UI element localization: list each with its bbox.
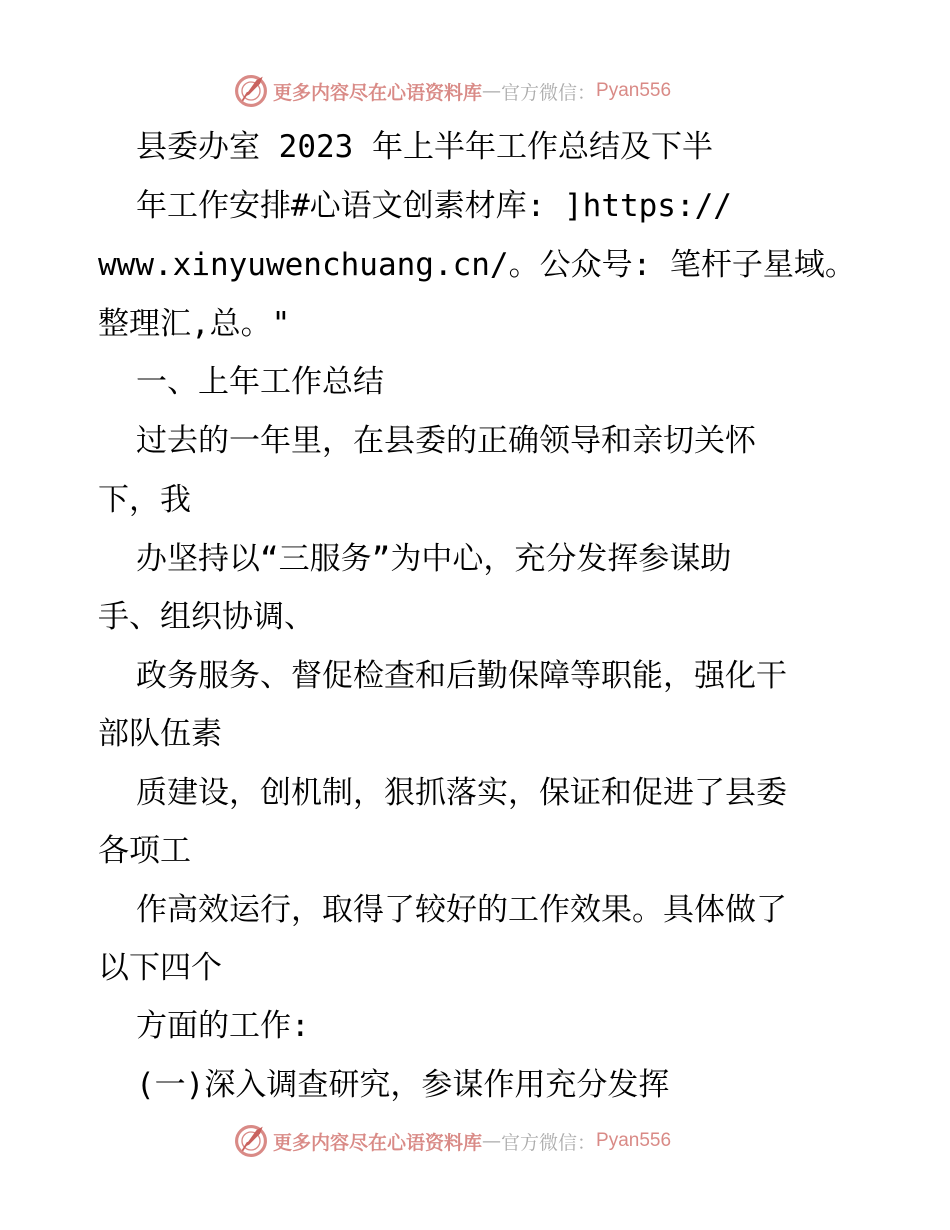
watermark-sub-text: 官方微信： [501,1131,597,1154]
text-line: 质建设，创机制，狠抓落实，保证和促进了县委 [136,775,787,811]
section-heading: 一、上年工作总结 [136,364,384,400]
watermark-separator: — [482,80,502,102]
text-line: 过去的一年里，在县委的正确领导和亲切关怀 [136,423,756,459]
watermark-main-text: 更多内容尽在心语资料库 [273,1131,483,1154]
text-line: 各项工 [98,833,191,869]
pen-nib-circle-icon [233,1123,269,1159]
text-line: www.xinyuwenchuang.cn/。公众号: 笔杆子星域。 [98,247,856,283]
watermark-main-text: 更多内容尽在心语资料库 [273,81,483,104]
watermark-separator: — [482,1130,502,1152]
pen-nib-circle-icon [233,73,269,109]
text-line: 方面的工作: [136,1008,310,1044]
text-line: 整理汇,总。" [98,306,291,342]
watermark-sub-text: 官方微信： [501,81,597,104]
header-watermark [233,71,671,111]
text-line: 作高效运行，取得了较好的工作效果。具体做了 [136,892,787,928]
text-line: 县委办室 2023 年上半年工作总结及下半 [136,129,713,165]
watermark-wechat-id: Pyan556 [596,80,672,101]
text-line: 手、组织协调、 [98,599,315,635]
text-line: 下，我 [98,482,191,518]
subsection-heading: (一)深入调查研究，参谋作用充分发挥 [136,1067,670,1103]
watermark-wechat-id: Pyan556 [596,1130,672,1151]
footer-watermark [233,1121,671,1161]
text-line: 年工作安排#心语文创素材库: ]https:// [136,188,732,224]
text-line: 办坚持以“三服务”为中心，充分发挥参谋助 [136,541,732,577]
text-line: 政务服务、督促检查和后勤保障等职能，强化干 [136,658,787,694]
text-line: 部队伍素 [98,716,222,752]
text-line: 以下四个 [98,950,222,986]
